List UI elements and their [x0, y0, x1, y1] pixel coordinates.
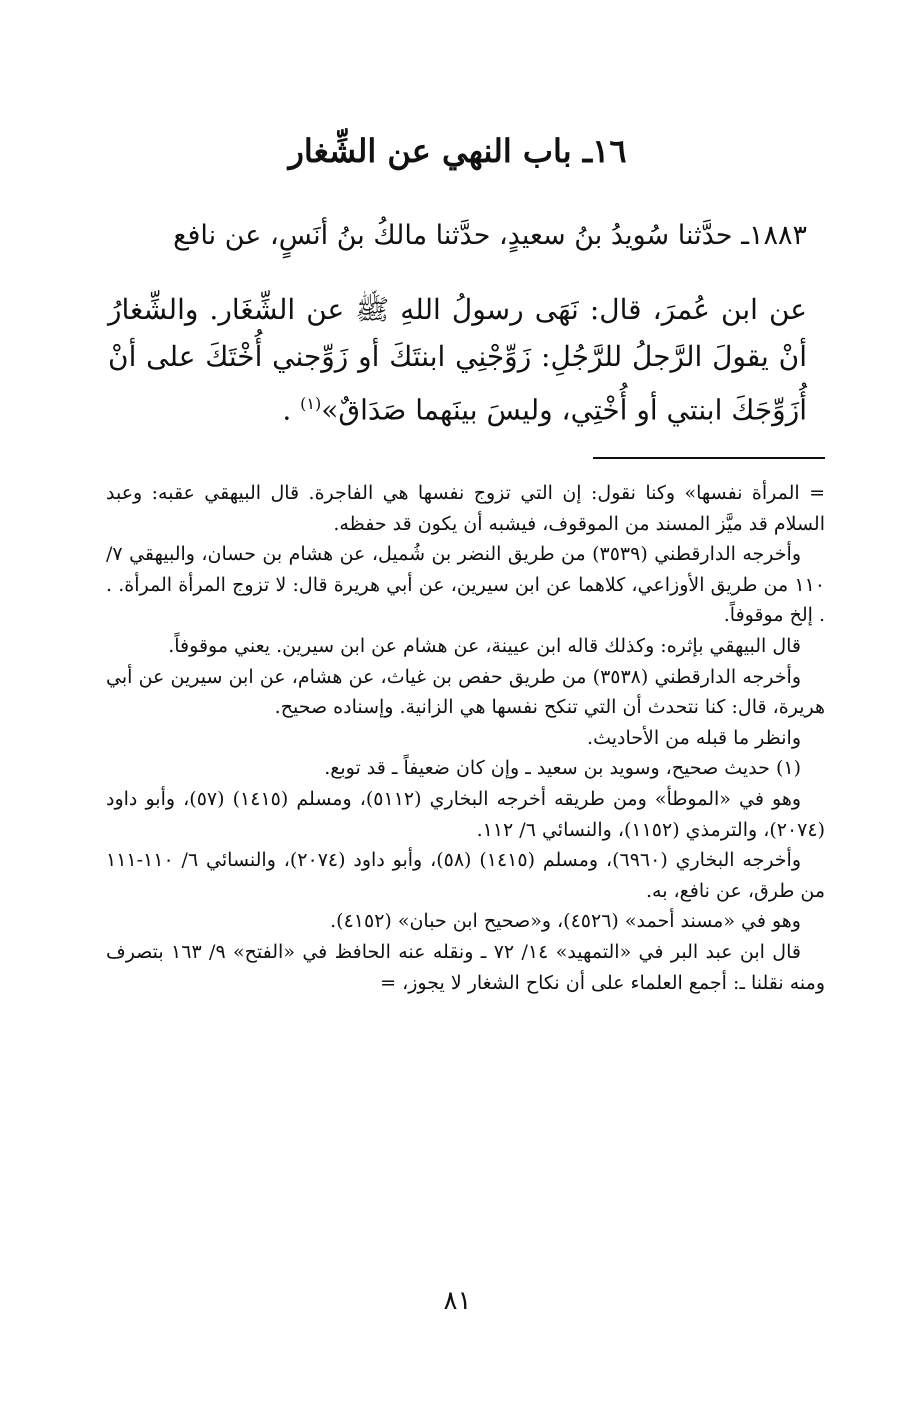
chapter-title: ١٦ـ باب النهي عن الشِّغار — [288, 132, 627, 170]
hadith-matn: عن ابن عُمرَ، قال: نَهَى رسولُ اللهِ ﷺ عن الشِّغَار. والشِّغارُ أنْ يقولَ الرَّجلُ للرَّجُلِ: زَوِّجْنِي ابنتَكَ أو زَوِّجني أُخْتَكَ على أنْ أُزَوِّجَكَ ابنتي أو أُخْتِي، وليسَ بينَهما صَدَاقٌ» — [108, 293, 807, 427]
footnote-paragraph: = المرأة نفسها» وكنا نقول: إن التي تزوج نفسها هي الفاجرة. قال البيهقي عقبه: وعبد السلام قد ميَّز المسند من الموقوف، فيشبه أن يكون قد حفظه. — [106, 482, 825, 535]
footnote-paragraph: وأخرجه البخاري (٦٩٦٠)، ومسلم (١٤١٥) (٥٨)، وأبو داود (٢٠٧٤)، والنسائي ٦/ ١١٠-١١١ من طرق، عن نافع، به. — [106, 849, 825, 902]
page-number: ٨١ — [443, 1286, 472, 1316]
footnote-separator — [593, 457, 825, 459]
hadith-matn-paragraph — [108, 286, 807, 433]
footnote-paragraph: وهو في «الموطأ» ومن طريقه أخرجه البخاري (٥١١٢)، ومسلم (١٤١٥) (٥٧)، وأبو داود (٢٠٧٤)، والترمذي (١١٥٢)، والنسائي ٦/ ١١٢. — [106, 787, 825, 841]
hadith-isnad: ١٨٨٣ـ حدَّثنا سُويدُ بنُ سعيدٍ، حدَّثنا مالكُ بنُ أنَسٍ، عن نافع — [173, 220, 807, 251]
footnote-paragraph: قال البيهقي بإثره: وكذلك قاله ابن عيينة، عن هشام عن ابن سيرين. يعني موقوفاً. — [168, 634, 801, 657]
footnote-paragraph: قال ابن عبد البر في «التمهيد» ١٤/ ٧٢ ـ ونقله عنه الحافظ في «الفتح» ٩/ ١٦٣ بتصرف ومنه نقلنا ـ: أجمع العلماء على أن نكاح الشغار لا يجوز، = — [106, 940, 825, 994]
footnote-paragraph: وانظر ما قبله من الأحاديث. — [587, 726, 801, 749]
footnote-reference[interactable]: (١) — [300, 394, 322, 413]
footnote-paragraph: وهو في «مسند أحمد» (٤٥٢٦)، و«صحيح ابن حبان» (٤١٥٢). — [330, 910, 801, 933]
hadith-end-mark: . — [282, 393, 292, 427]
footnote-paragraph: وأخرجه الدارقطني (٣٥٣٩) من طريق النضر بن شُميل، عن هشام بن حسان، والبيهقي ٧/ ١١٠ من طريق الأوزاعي، كلاهما عن ابن سيرين، عن أبي هريرة قال: لا تزوج المرأة المرأة. . . إلخ موقوفاً. — [106, 543, 825, 627]
footnote-paragraph: (١) حديث صحيح، وسويد بن سعيد ـ وإن كان ضعيفاً ـ قد توبع. — [324, 757, 801, 780]
footnote-paragraph: وأخرجه الدارقطني (٣٥٣٨) من طريق حفص بن غياث، عن هشام، عن ابن سيرين عن أبي هريرة، قال: كنا نتحدث أن التي تنكح نفسها هي الزانية. وإسناده صحيح. — [106, 665, 825, 719]
footnotes-section — [106, 478, 825, 998]
